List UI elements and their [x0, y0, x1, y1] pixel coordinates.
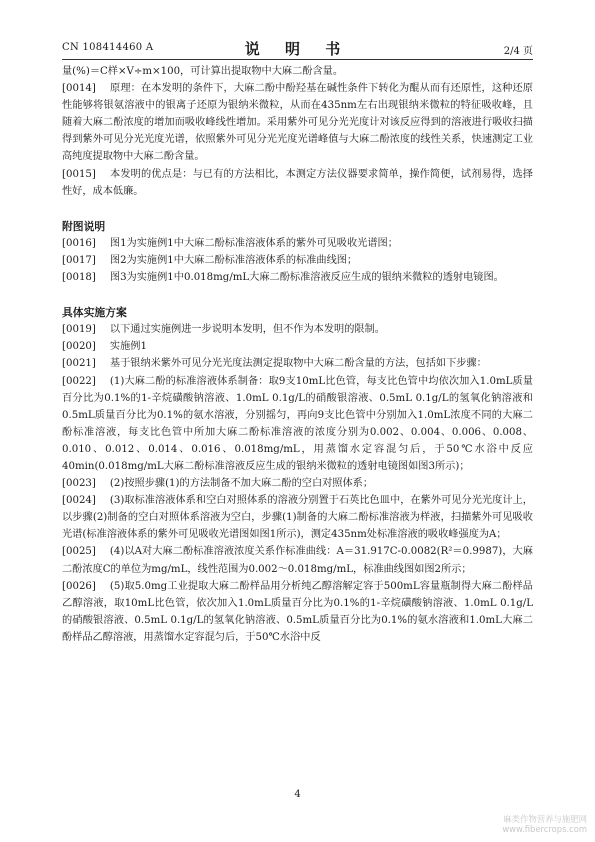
paragraph-text: 基于银纳米紫外可见分光光度法测定提取物中大麻二酚含量的方法，包括如下步骤：	[109, 358, 487, 370]
paragraph-text: 量(%)＝C样×V÷m×100，可计算出提取物中大麻二酚含量。	[62, 66, 344, 77]
paragraph-text: 本发明的优点是：与已有的方法相比，本测定方法仪器要求简单，操作简便，试剂易得，选择性好，成本低廉。	[62, 168, 533, 197]
publication-number: CN 108414460 A	[62, 42, 154, 53]
paragraph-text: 实施例1	[109, 341, 147, 353]
paragraph-0017	[62, 252, 533, 269]
paragraph-number: [0026]	[62, 580, 96, 592]
paragraph-text: (2)按照步骤(1)的方法制备不加大麻二酚的空白对照体系；	[109, 478, 374, 490]
paragraph-0024	[62, 492, 533, 543]
watermark-url: www.fibercrops.com	[502, 824, 587, 834]
header-rule	[62, 59, 533, 60]
paragraph-number: [0019]	[62, 324, 96, 336]
paragraph-formula	[62, 63, 533, 80]
paragraph-number: [0015]	[62, 168, 96, 180]
paragraph-text: (5)取5.0mg工业提取大麻二酚样品用分析纯乙醇溶解定容于500mL容量瓶制得大麻二酚样品乙醇溶液，取10mL比色管，依次加入1.0mL质量百分比为0.1%的1-辛烷磺酸钠溶液、1.0mL 0.1g/L的硝酸银溶液、0.5mL 0.1g/L的氢氧化钠溶液、0.5mL质量百分比为0.1%的氨水溶液和1.0mL大麻二酚样品乙醇溶液，用蒸馏水定容混匀后，于50℃水浴中反	[62, 580, 533, 643]
section-gap	[62, 200, 533, 218]
section-heading-drawings: 附图说明	[62, 219, 106, 233]
section-heading-embodiments: 具体实施方案	[62, 306, 127, 320]
paragraph-text: 以下通过实施例进一步说明本发明，但不作为本发明的限制。	[109, 324, 385, 336]
watermark-site-name: 麻类作物营养与施肥网	[503, 814, 587, 824]
paragraph-0021	[62, 355, 533, 372]
paragraph-text: (4)以A对大麻二酚标准溶液浓度关系作标准曲线：A＝31.917C-0.0082(R²＝0.9987)，大麻二酚浓度C的单位为mg/mL，线性范围为0.002～0.018mg/mL，标准曲线图如图2所示；	[62, 546, 533, 575]
paragraph-0020	[62, 338, 533, 355]
paragraph-text: 图1为实施例1中大麻二酚标准溶液体系的紫外可见吸收光谱图；	[109, 237, 398, 249]
page-indicator: 2/4 页	[503, 46, 533, 57]
paragraph-0026	[62, 578, 533, 646]
paragraph-text: (3)取标准溶液体系和空白对照体系的溶液分别置于石英比色皿中，在紫外可见分光光度计上，以步骤(2)制备的空白对照体系溶液为空白，步骤(1)制备的大麻二酚标准溶液为样液，扫描紫外可见吸收光谱(标准溶液体系的紫外可见吸收光谱图如图1所示)，测定435nm处标准溶液的吸收峰强度为A；	[62, 495, 533, 541]
paragraph-number: [0020]	[62, 341, 96, 353]
paragraph-number: [0014]	[62, 83, 96, 95]
paragraph-number: [0025]	[62, 546, 96, 558]
paragraph-text: (1)大麻二酚的标准溶液体系制备：取9支10mL比色管，每支比色管中均依次加入1.0mL质量百分比为0.1%的1-辛烷磺酸钠溶液、1.0mL 0.1g/L的硝酸银溶液、0.5mL 0.1g/L的氢氧化钠溶液和0.5mL质量百分比为0.1%的氨水溶液，分别摇匀，再向9支比色管中分别加入1.0mL浓度不同的大麻二酚标准溶液，每支比色管中所加大麻二酚标准溶液的浓度分别为0.002、0.004、0.006、0.008、0.010、0.012、0.014、0.016、0.018mg/mL，用蒸馏水定容混匀后，于50℃水浴中反应40min(0.018mg/mL大麻二酚标准溶液反应生成的银纳米微粒的透射电镜图如图3所示)；	[62, 375, 533, 472]
document-body	[62, 63, 533, 646]
paragraph-text: 图2为实施例1中大麻二酚标准溶液体系的标准曲线图；	[109, 254, 358, 266]
paragraph-0015	[62, 166, 533, 200]
paragraph-0023	[62, 475, 533, 492]
page-header	[62, 38, 533, 56]
paragraph-text: 原理：在本发明的条件下，大麻二酚中酚羟基在碱性条件下转化为醌从而有还原性，这种还原性能够将银氨溶液中的银离子还原为银纳米微粒，从而在435nm左右出现银纳米微粒的特征吸收峰，且随着大麻二酚浓度的增加而吸收峰线性增加。采用紫外可见分光光度计对该反应得到的溶液进行吸收扫描得到紫外可见分光光度光谱，依照紫外可见分光光度光谱峰值与大麻二酚浓度的线性关系，快速测定工业高纯度提取物中大麻二酚含量。	[62, 83, 533, 163]
site-watermark	[502, 814, 587, 834]
paragraph-0022	[62, 373, 533, 476]
paragraph-number: [0016]	[62, 237, 96, 249]
paragraph-0016	[62, 235, 533, 252]
paragraph-number: [0022]	[62, 375, 96, 387]
page-number: 4	[294, 789, 301, 800]
paragraph-number: [0017]	[62, 254, 96, 266]
document-title: 说 明 书	[244, 40, 351, 58]
paragraph-0025	[62, 543, 533, 577]
paragraph-number: [0021]	[62, 358, 96, 370]
section-gap	[62, 286, 533, 304]
paragraph-number: [0024]	[62, 495, 96, 507]
paragraph-0014	[62, 80, 533, 165]
paragraph-0019	[62, 321, 533, 338]
paragraph-0018	[62, 269, 533, 286]
paragraph-number: [0023]	[62, 478, 96, 490]
paragraph-number: [0018]	[62, 272, 96, 284]
paragraph-text: 图3为实施例1中0.018mg/mL大麻二酚标准溶液反应生成的银纳米微粒的透射电镜图。	[109, 272, 504, 284]
